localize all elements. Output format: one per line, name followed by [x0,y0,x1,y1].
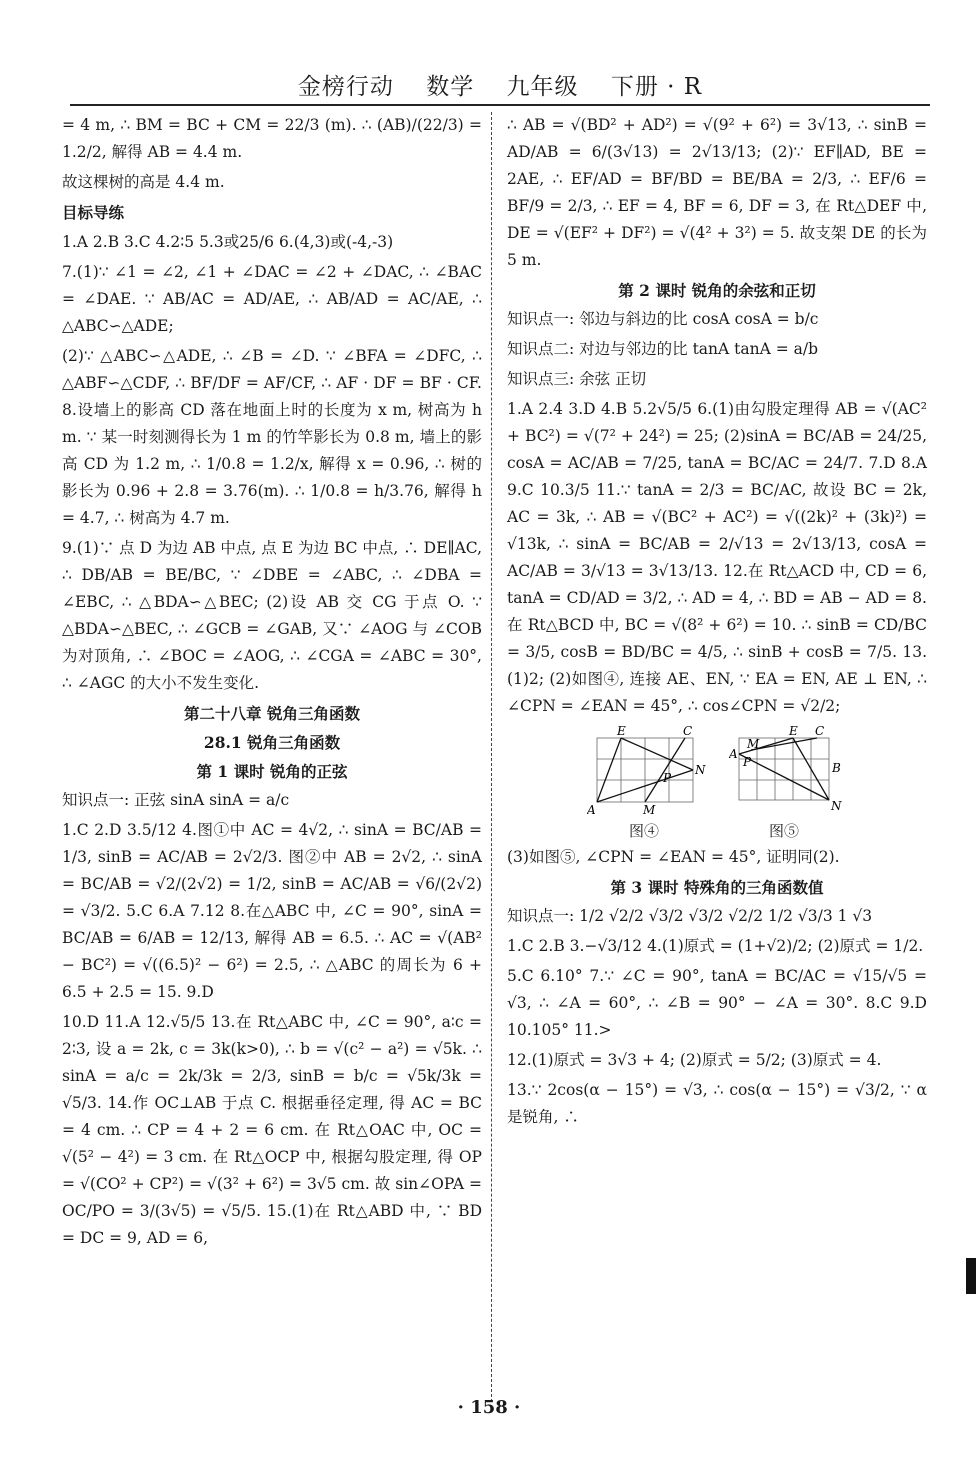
figures [507,726,927,840]
label-M: M [747,737,760,751]
chapter-title: 第二十八章 锐角三角函数 [184,704,360,723]
section-title: 28.1 锐角三角函数 [203,733,341,752]
answer-text: 7.(1)∵ ∠1 = ∠2, ∠1 + ∠DAC = ∠2 + ∠DAC, ∴ ∠BAC = ∠DAE. ∵ AB/AC = AD/AE, ∴ AB/AD = AC/AE, ∴ △ABC∽△ADE; [62,263,482,335]
label-N: N [695,763,706,777]
figure-4-caption: 图④ [629,822,660,840]
subject: 数学 [426,74,475,100]
answer-text: = 4 m, ∴ BM = BC + CM = 22/3 (m). ∴ (AB)/(22/3) = 1.2/2, 解得 AB = 4.4 m. [62,116,482,161]
lesson-title: 第 2 课时 锐角的余弦和正切 [618,281,816,300]
answer-text: 10.D 11.A 12.√5/5 13.在 Rt△ABC 中, ∠C = 90°, a∶c = 2∶3, 设 a = 2k, c = 3k(k>0), ∴ b = √(c² − a²) = √5k. ∴ sinA = a/c = 2k/3k = 2/3, sinB = b/c = √5k/3k = √5/3. 14.作 OC⊥AB 于点 C. 根据垂径定理, 得 AC = BC = 4 cm. ∴ CP = 4 + 2 = 6 cm. 在 Rt△OAC 中, OC = √(5² − 4²) = 3 cm. 在 Rt△OCP 中, 根据勾股定理, 得 OP = √(CO² + CP²) = √(3² + 6²) = 3√5 cm. 故 sin∠OPA = OC/PO = 3/(3√5) = √5/5. 15.(1)在 Rt△ABD 中, ∵ BD = DC = 9, AD = 6, [62,1013,482,1247]
label-M: M [643,803,656,816]
grade: 九年级 [506,74,579,100]
label-E: E [617,726,626,738]
lesson-title: 第 3 课时 特殊角的三角函数值 [610,878,824,897]
answer-text: (2)∵ △ABC∽△ADE, ∴ ∠B = ∠D. ∵ ∠BFA = ∠DFC, ∴ △ABF∽△CDF, ∴ BF/DF = AF/CF, ∴ AF · DF = BF · CF. 8.设墙上的影高 CD 落在地面上时的长度为 x m, 树高为 h m. ∵ 某一时刻测得长为 1 m 的竹竿影长为 0.8 m, 墙上的影高 CD 为 1.2 m, ∴ 1/0.8 = 1.2/x, 解得 x = 0.96, ∴ 树的影长为 0.96 + 2.8 = 3.76(m). ∴ 1/0.8 = h/3.76, 解得 h = 4.7, ∴ 树高为 4.7 m. [62,347,482,527]
knowledge-point: 知识点一: 邻边与斜边的比 cosA cosA = b/c [507,310,819,328]
answer-text: 1.A 2.4 3.D 4.B 5.2√5/5 6.(1)由勾股定理得 AB = √(AC² + BC²) = √(7² + 24²) = 25; (2)sinA = BC/AB = 24/25, cosA = AC/AB = 7/25, tanA = BC/AC = 24/7. 7.D 8.A 9.C 10.3/5 11.∵ tanA = 2/3 = BC/AC, 故设 BC = 2k, AC = 3k, ∴ AB = √(BC² + AC²) = √((2k)² + (3k)²) = √13k, ∴ sinA = BC/AB = 2/√13 = 2√13/13, cosA = AC/AB = 3/√13 = 3√13/13. 12.在 Rt△ACD 中, CD = 6, tanA = CD/AD = 3/2, ∴ AD = 4, ∴ BD = AB − AD = 8. 在 Rt△BCD 中, BC = √(8² + 6²) = 10. ∴ sinB = CD/BC = 3/5, cosB = BD/BC = 4/5, ∴ sinB + cosB = 7/5. 13.(1)2; (2)如图④, 连接 AE、EN, ∵ EA = EN, AE ⊥ EN, ∴ ∠CPN = ∠EAN = 45°, ∴ cos∠CPN = √2/2; [507,400,927,715]
label-E: E [789,726,798,738]
column-divider [491,112,492,1402]
answer-text: 12.(1)原式 = 3√3 + 4; (2)原式 = 5/2; (3)原式 = 4. [507,1051,882,1069]
label-P: P [743,755,752,769]
answer-text: 1.C 2.D 3.5/12 4.图①中 AC = 4√2, ∴ sinA = BC/AB = 1/3, sinB = AC/AB = 2√2/3. 图②中 AB = 2√2, ∴ sinA = BC/AB = √2/(2√2) = 1/2, sinB = AC/AB = √6/(2√2) = √3/2. 5.C 6.A 7.12 8.在△ABC 中, ∠C = 90°, sinA = BC/AB = 6/AB = 12/13, 解得 AB = 6.5. ∴ AC = √(AB² − BC²) = √((6.5)² − 6²) = 2.5, ∴ △ABC 的周长为 6 + 6.5 + 2.5 = 15. 9.D [62,821,482,1001]
page-number: · 158 · [457,1397,521,1418]
figure-5 [729,726,849,816]
figure-4 [587,726,707,816]
answer-text: 1.A 2.B 3.C 4.2∶5 5.3或25/6 6.(4,3)或(-4,-3) [62,233,394,251]
label-P: P [663,771,672,785]
label-A: A [729,747,738,761]
answer-text: 5.C 6.10° 7.∵ ∠C = 90°, tanA = BC/AC = √15/√5 = √3, ∴ ∠A = 60°, ∴ ∠B = 90° − ∠A = 30°. 8.C 9.D 10.105° 11.> [507,967,927,1039]
left-column [62,112,482,1255]
edge-tab-mark [966,1258,976,1294]
volume: 下册 · R [610,74,703,100]
lesson-title: 第 1 课时 锐角的正弦 [196,762,348,781]
book-title: 金榜行动 [297,74,394,100]
knowledge-point: 知识点二: 对边与邻边的比 tanA tanA = a/b [507,340,819,358]
figure-5-caption: 图⑤ [769,822,800,840]
knowledge-point: 知识点三: 余弦 正切 [507,370,647,388]
knowledge-point: 知识点一: 1/2 √2/2 √3/2 √3/2 √2/2 1/2 √3/3 1 √3 [507,907,873,925]
answer-text: (3)如图⑤, ∠CPN = ∠EAN = 45°, 证明同(2). [507,848,840,866]
section-heading: 目标导练 [62,203,125,222]
knowledge-point: 知识点一: 正弦 sinA sinA = a/c [62,791,290,809]
answer-text: 13.∵ 2cos(α − 15°) = √3, ∴ cos(α − 15°) = √3/2, ∵ α 是锐角, ∴ [507,1081,927,1126]
label-A: A [587,803,596,816]
answer-text: 1.C 2.B 3.−√3/12 4.(1)原式 = (1+√2)/2; (2)原式 = 1/2. [507,937,924,955]
answer-text: 故这棵树的高是 4.4 m. [62,173,225,191]
label-C: C [815,726,825,738]
right-column [507,112,927,1134]
label-C: C [683,726,693,738]
answer-text: 9.(1)∵ 点 D 为边 AB 中点, 点 E 为边 BC 中点, ∴ DE∥AC, ∴ DB/AB = BE/BC, ∵ ∠DBE = ∠ABC, ∴ ∠DBA = ∠EBC, ∴ △BDA∽△BEC; (2)设 AB 交 CG 于点 O. ∵ △BDA∽△BEC, ∴ ∠GCB = ∠GAB, 又∵ ∠AOG 与 ∠COB 为对顶角, ∴ ∠BOC = ∠AOG, ∴ ∠CGA = ∠ABC = 30°, ∴ ∠AGC 的大小不发生变化. [62,539,482,692]
label-B: B [832,761,841,775]
page-header [70,70,930,106]
answer-text: ∴ AB = √(BD² + AD²) = √(9² + 6²) = 3√13, ∴ sinB = AD/AB = 6/(3√13) = 2√13/13; (2)∵ EF∥AD, BE = 2AE, ∴ EF/AD = BF/BD = BE/BA = 2/3, ∴ EF/6 = BF/9 = 2/3, ∴ EF = 4, BF = 6, DF = 3, 在 Rt△DEF 中, DE = √(EF² + DF²) = √(4² + 3²) = 5. 故支架 DE 的长为 5 m. [507,116,927,269]
label-N: N [831,799,842,813]
